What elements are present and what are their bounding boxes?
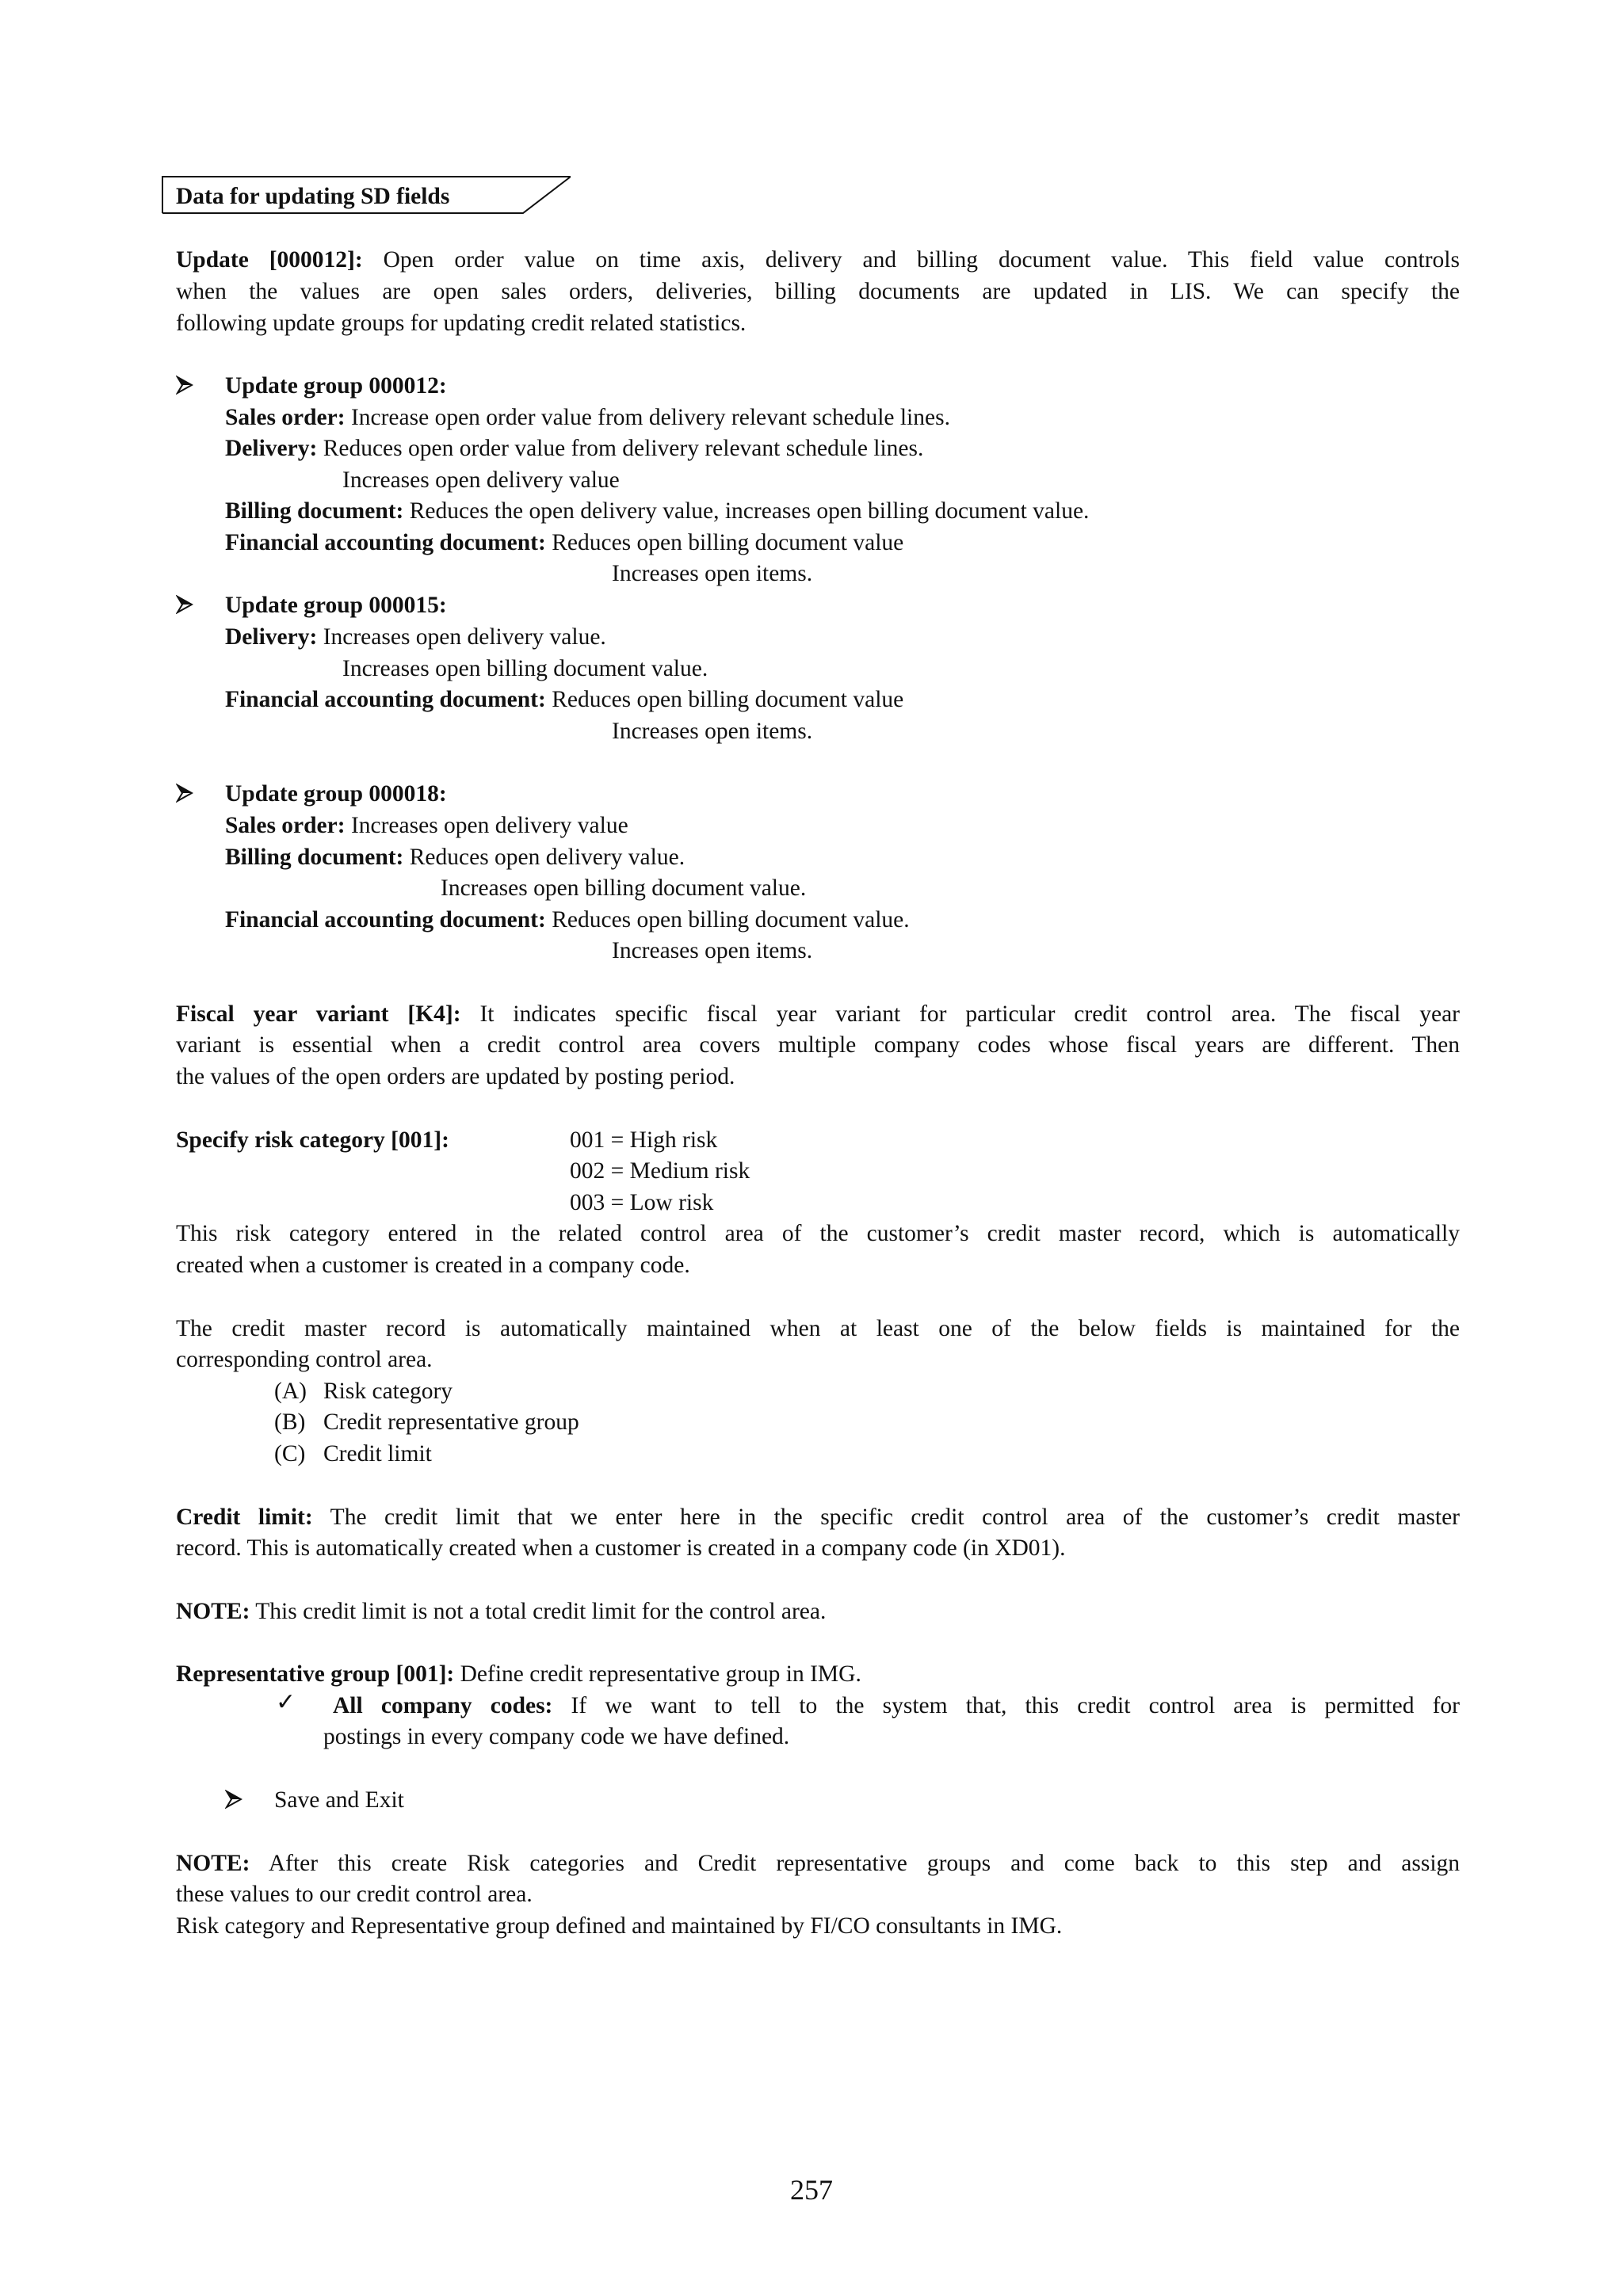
group-000012-fi-doc-2: Increases open items. — [612, 561, 813, 586]
group-000015-delivery: Delivery: Increases open delivery value. — [225, 624, 606, 650]
group-000012-fi-doc: Financial accounting document: Reduces open billing document value — [225, 530, 904, 555]
list-item-a-text: Risk category — [323, 1379, 453, 1404]
risk-option-high: 001 = High risk — [570, 1127, 718, 1153]
section-header-title: Data for updating SD fields — [176, 184, 450, 209]
risk-category-label: Specify risk category [001]: — [176, 1127, 449, 1153]
note-credit-limit: NOTE: This credit limit is not a total credit limit for the control area. — [176, 1599, 827, 1624]
risk-paragraph-line-1: This risk category entered in the related control area of the customer’s credit master record, which is automatically — [176, 1221, 1460, 1246]
list-item-c-marker: (C) — [274, 1441, 306, 1466]
arrow-bullet-icon — [225, 1790, 242, 1809]
credit-master-line-2: corresponding control area. — [176, 1347, 433, 1372]
fiscal-paragraph-line-3: the values of the open orders are updated by posting period. — [176, 1064, 735, 1089]
group-000018-sales-order: Sales order: Increases open delivery value — [225, 813, 628, 838]
credit-master-line-1: The credit master record is automatically maintained when at least one of the below fields is maintained for the — [176, 1316, 1460, 1341]
list-item-b-text: Credit representative group — [323, 1409, 579, 1435]
update-paragraph-line-2: when the values are open sales orders, deliveries, billing documents are updated in LIS. We can specify the — [176, 279, 1460, 304]
page-number: 257 — [790, 2174, 833, 2206]
group-000018-fi-doc: Financial accounting document: Reduces open billing document value. — [225, 907, 910, 933]
fiscal-paragraph-line-2: variant is essential when a credit control area covers multiple company codes whose fiscal years are different. Then — [176, 1032, 1460, 1058]
group-000012-delivery: Delivery: Reduces open order value from delivery relevant schedule lines. — [225, 436, 924, 461]
list-item-b-marker: (B) — [274, 1409, 306, 1435]
group-000015-delivery-2: Increases open billing document value. — [342, 656, 708, 681]
arrow-bullet-icon — [176, 595, 193, 614]
risk-paragraph-line-2: created when a customer is created in a company code. — [176, 1253, 690, 1278]
note-2-line-1: NOTE: After this create Risk categories and Credit representative groups and come back to this step and assign — [176, 1851, 1461, 1876]
credit-limit-line-2: record. This is automatically created when a customer is created in a company code (in XD01). — [176, 1535, 1066, 1561]
all-company-codes-line-2: postings in every company code we have defined. — [323, 1724, 790, 1749]
arrow-bullet-icon — [176, 784, 193, 803]
arrow-bullet-icon — [176, 376, 193, 395]
update-label: Update [000012]: — [176, 247, 363, 273]
group-000018-fi-doc-2: Increases open items. — [612, 938, 813, 963]
fiscal-paragraph-line-1: Fiscal year variant [K4]: It indicates specific fiscal year variant for particular credit control area. The fiscal year — [176, 1001, 1461, 1027]
section-header-box — [162, 176, 571, 214]
rep-group-line: Representative group [001]: Define credit representative group in IMG. — [176, 1661, 861, 1687]
update-line-1-text: Open order value on time axis, delivery and billing document value. This field value controls — [383, 247, 1460, 273]
group-000018-title: Update group 000018: — [225, 781, 447, 807]
credit-limit-line-1: Credit limit: The credit limit that we enter here in the specific credit control area of the customer’s credit master — [176, 1505, 1461, 1530]
note-2-line-3: Risk category and Representative group defined and maintained by FI/CO consultants in IMG. — [176, 1913, 1063, 1939]
group-000015-title: Update group 000015: — [225, 593, 447, 618]
group-000018-billing-2: Increases open billing document value. — [441, 875, 807, 901]
group-000012-delivery-2: Increases open delivery value — [342, 467, 620, 493]
checkmark-icon: ✓ — [276, 1689, 296, 1715]
save-and-exit-text: Save and Exit — [274, 1787, 404, 1813]
group-000012-sales-order: Sales order: Increase open order value from delivery relevant schedule lines. — [225, 405, 950, 430]
note-2-line-2: these values to our credit control area. — [176, 1882, 533, 1907]
update-paragraph-line-1 — [176, 249, 1460, 273]
group-000012-billing: Billing document: Reduces the open delivery value, increases open billing document value. — [225, 498, 1090, 524]
group-000015-fi-doc: Financial accounting document: Reduces open billing document value — [225, 687, 904, 712]
list-item-a-marker: (A) — [274, 1379, 307, 1404]
group-000015-fi-doc-2: Increases open items. — [612, 719, 813, 744]
all-company-codes-line-1: All company codes: If we want to tell to the system that, this credit control area is permitted for — [333, 1693, 1460, 1718]
list-item-c-text: Credit limit — [323, 1441, 432, 1466]
update-paragraph-line-3: following update groups for updating credit related statistics. — [176, 311, 747, 336]
risk-option-medium: 002 = Medium risk — [570, 1158, 750, 1184]
group-000012-title: Update group 000012: — [225, 373, 447, 399]
risk-option-low: 003 = Low risk — [570, 1190, 714, 1215]
group-000018-billing: Billing document: Reduces open delivery value. — [225, 845, 685, 870]
